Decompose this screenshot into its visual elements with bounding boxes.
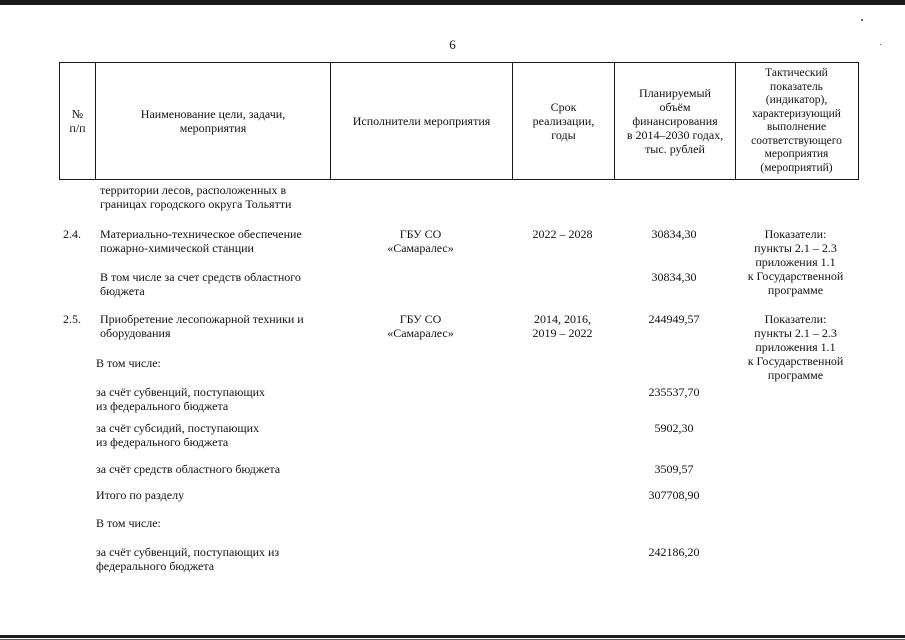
header-name: Наименование цели, задачи, мероприятия <box>140 107 286 135</box>
scan-border-top <box>0 0 905 5</box>
row-sub-name: за счёт средств областного бюджета <box>96 462 281 476</box>
header-period: Срок реализации, годы <box>532 100 595 142</box>
table-header <box>59 62 859 180</box>
total-funding: 307708,90 <box>648 488 700 502</box>
row-name: Материально-техническое обеспечение пожарно-химической станции <box>100 227 302 255</box>
row-number: 2.5. <box>63 312 81 326</box>
row-executor: ГБУ СО «Самаралес» <box>387 227 454 255</box>
total-including-label: В том числе: <box>96 516 161 530</box>
row-executor: ГБУ СО «Самаралес» <box>387 312 454 340</box>
row-name: Приобретение лесопожарной техники и оборудования <box>100 312 304 340</box>
total-sub-name: за счёт субвенций, поступающих из федерального бюджета <box>96 545 280 573</box>
row-including-label: В том числе: <box>96 356 161 370</box>
row-sub-funding: 30834,30 <box>651 270 697 284</box>
row-sub-name: за счёт субсидий, поступающих из федерального бюджета <box>96 421 260 449</box>
scan-speck <box>861 19 863 21</box>
header-funding: Планируемый объём финансирования в 2014–2030 годах, тыс. рублей <box>626 86 724 156</box>
row-funding: 30834,30 <box>651 227 697 241</box>
row-sub-name: В том числе за счет средств областного бюджета <box>100 270 301 298</box>
row-indicator: Показатели: пункты 2.1 – 2.3 приложения 1.1 к Государственной программе <box>747 312 844 382</box>
row-sub-funding: 5902,30 <box>654 421 694 435</box>
total-sub-funding: 242186,20 <box>648 545 700 559</box>
row-number: 2.4. <box>63 227 81 241</box>
row-indicator: Показатели: пункты 2.1 – 2.3 приложения 1.1 к Государственной программе <box>747 227 844 297</box>
row-sub-funding: 235537,70 <box>648 385 700 399</box>
total-label: Итого по разделу <box>96 488 185 502</box>
header-number: № п/п <box>69 107 86 135</box>
page-number: 6 <box>449 37 456 52</box>
scan-border-bottom <box>0 635 905 638</box>
row-sub-name: за счёт субвенций, поступающих из федерального бюджета <box>96 385 265 413</box>
row-period: 2014, 2016, 2019 – 2022 <box>532 312 593 340</box>
continuation-text: территории лесов, расположенных в границах городского округа Тольятти <box>100 183 292 211</box>
header-indicator: Тактический показатель (индикатор), характеризующий выполнение соответствующего мероприятия (мероприятий) <box>751 67 842 174</box>
header-executors: Исполнители мероприятия <box>352 114 491 128</box>
row-sub-funding: 3509,57 <box>654 462 694 476</box>
row-funding: 244949,57 <box>648 312 700 326</box>
row-period: 2022 – 2028 <box>532 227 593 241</box>
